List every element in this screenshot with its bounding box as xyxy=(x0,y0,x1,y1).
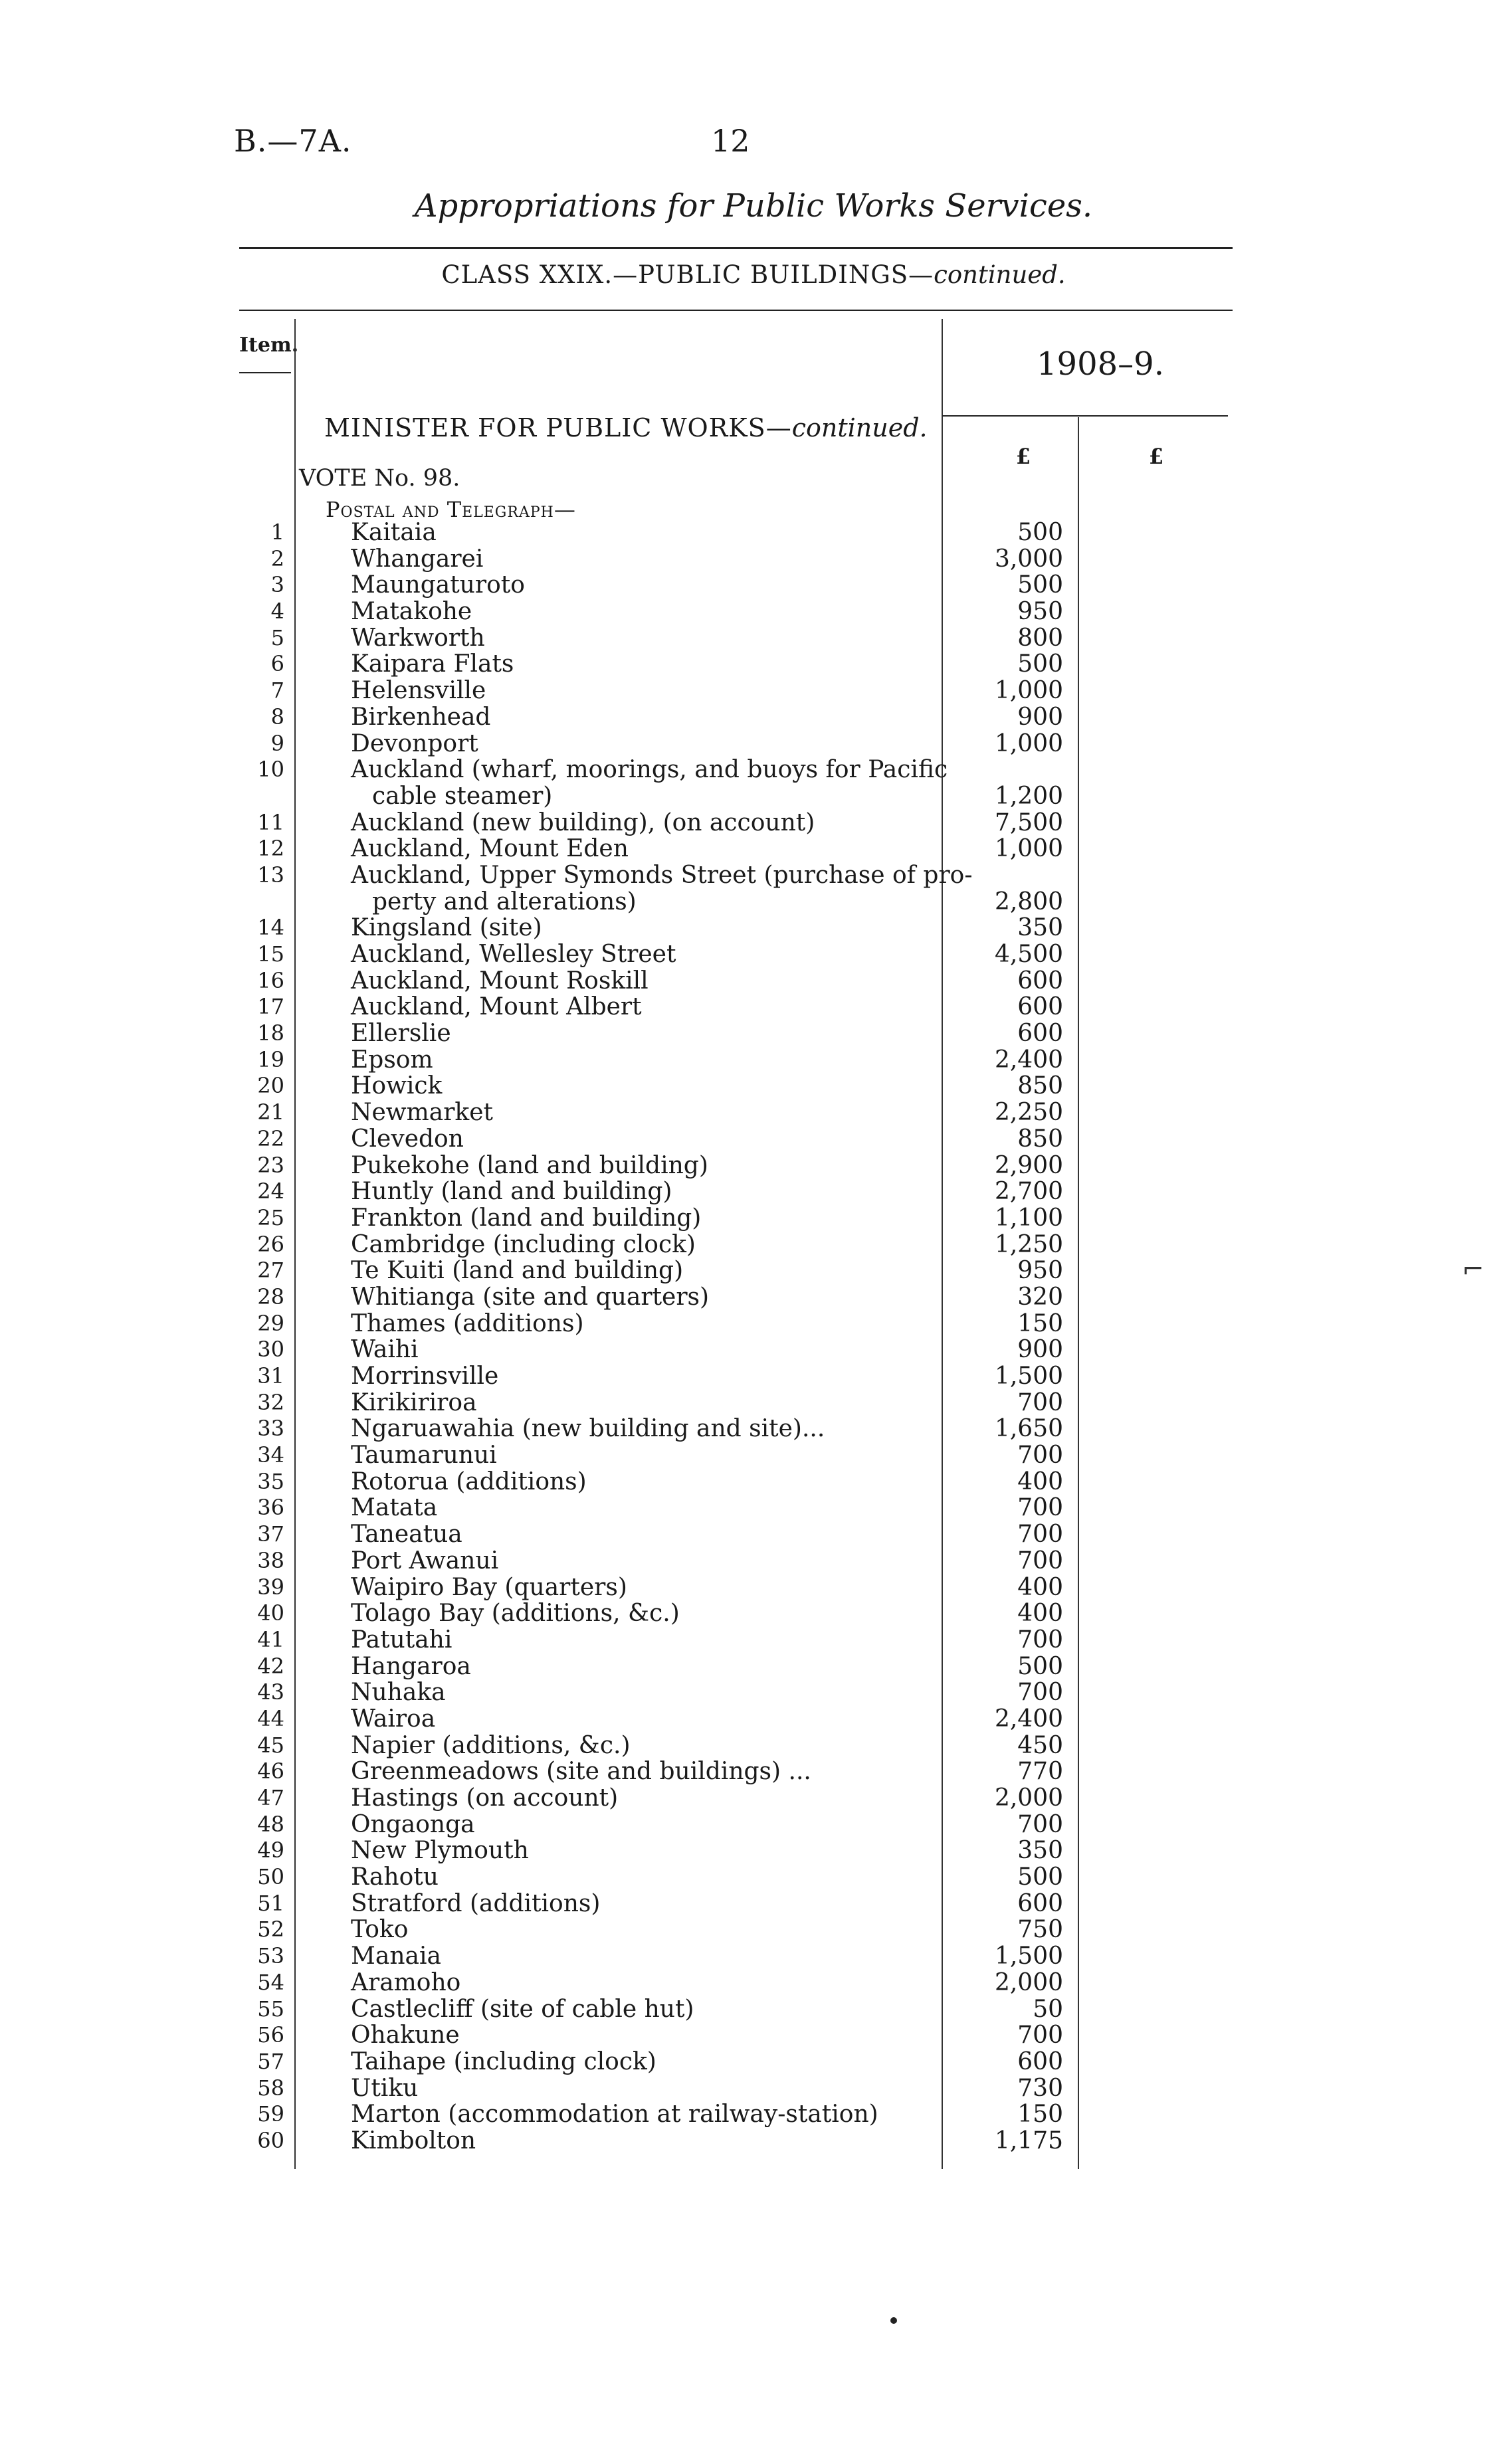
item-amount: 4,500 xyxy=(994,941,1063,969)
table-row xyxy=(0,1337,1507,1363)
table-row xyxy=(0,1047,1507,1074)
table-row xyxy=(0,1838,1507,1864)
section-heading: Postal and Telegraph— xyxy=(326,497,576,522)
table-row xyxy=(0,678,1507,704)
item-label: Manaia xyxy=(351,1943,441,1970)
item-amount: 600 xyxy=(1017,1889,1063,1917)
item-amount: 400 xyxy=(1017,1468,1063,1495)
item-label: Helensville xyxy=(351,677,486,705)
item-amount: 3,000 xyxy=(994,545,1063,573)
item-amount: 1,250 xyxy=(994,1230,1063,1258)
item-number: 2 xyxy=(270,545,284,571)
item-number: 28 xyxy=(257,1283,284,1309)
table-row xyxy=(0,1495,1507,1521)
table-row xyxy=(0,1548,1507,1574)
item-label: Ohakune xyxy=(351,2022,460,2049)
page-number: 12 xyxy=(711,123,750,159)
item-label: Utiku xyxy=(351,2074,419,2102)
item-number: 42 xyxy=(257,1653,284,1679)
item-header-rule xyxy=(239,372,291,373)
table-row xyxy=(0,1812,1507,1838)
table-row xyxy=(0,1864,1507,1891)
item-label: Epsom xyxy=(351,1046,433,1074)
item-number: 58 xyxy=(257,2075,284,2101)
item-amount: 850 xyxy=(1017,1072,1063,1100)
table-row xyxy=(0,1891,1507,1917)
item-label: Auckland (new building), (on account) xyxy=(351,808,815,836)
item-amount: 700 xyxy=(1017,1547,1063,1574)
item-label: Huntly (land and building) xyxy=(351,1178,672,1206)
item-amount: 700 xyxy=(1017,1626,1063,1654)
item-label: Howick xyxy=(351,1072,443,1100)
item-amount: 2,400 xyxy=(994,1705,1063,1733)
minister-heading-main: MINISTER FOR PUBLIC WORKS— xyxy=(324,413,792,442)
item-label: Waihi xyxy=(351,1336,419,1364)
table-row xyxy=(0,1442,1507,1469)
item-amount: 7,500 xyxy=(994,808,1063,836)
table-row xyxy=(0,651,1507,678)
item-number: 29 xyxy=(257,1310,284,1336)
vote-heading: VOTE No. 98. xyxy=(299,465,460,492)
item-number: 21 xyxy=(257,1099,284,1125)
table-row xyxy=(0,599,1507,625)
table-row xyxy=(0,1679,1507,1706)
item-amount: 2,800 xyxy=(994,888,1063,915)
item-amount: 1,000 xyxy=(994,835,1063,863)
year-column-header: 1908–9. xyxy=(1037,345,1164,383)
item-label: Nuhaka xyxy=(351,1679,446,1707)
item-amount: 500 xyxy=(1017,650,1063,678)
item-amount: 150 xyxy=(1017,1309,1063,1337)
item-amount: 450 xyxy=(1017,1731,1063,1759)
item-amount: 400 xyxy=(1017,1573,1063,1601)
item-number: 41 xyxy=(257,1626,284,1652)
table-row xyxy=(0,915,1507,941)
item-number: 52 xyxy=(257,1917,284,1943)
item-label: Whangarei xyxy=(351,545,484,573)
item-number: 53 xyxy=(257,1943,284,1969)
table-row xyxy=(0,2075,1507,2102)
item-label: Pukekohe (land and building) xyxy=(351,1151,708,1179)
table-row xyxy=(0,1284,1507,1311)
item-label: Hangaroa xyxy=(351,1652,471,1680)
table-row xyxy=(0,1574,1507,1601)
table-row xyxy=(0,1733,1507,1759)
header-rule xyxy=(239,247,1233,249)
item-label: Warkworth xyxy=(351,624,485,652)
item-amount: 320 xyxy=(1017,1283,1063,1311)
item-number: 14 xyxy=(257,915,284,941)
item-label: Napier (additions, &c.) xyxy=(351,1731,631,1759)
item-amount: 500 xyxy=(1017,1652,1063,1680)
item-number: 9 xyxy=(270,730,284,756)
item-amount: 750 xyxy=(1017,1916,1063,1944)
item-label: Auckland, Wellesley Street xyxy=(351,941,676,969)
table-row xyxy=(0,1521,1507,1548)
item-label: Marton (accommodation at railway-station) xyxy=(351,2101,878,2129)
item-number: 18 xyxy=(257,1020,284,1046)
table-row xyxy=(0,1785,1507,1812)
item-amount: 700 xyxy=(1017,1388,1063,1416)
item-amount: 900 xyxy=(1017,703,1063,731)
table-row xyxy=(0,1469,1507,1495)
table-row xyxy=(0,1073,1507,1099)
class-heading-main: CLASS XXIX.—PUBLIC BUILDINGS— xyxy=(441,260,934,289)
item-amount: 600 xyxy=(1017,1020,1063,1048)
item-number: 17 xyxy=(257,994,284,1020)
item-amount: 2,250 xyxy=(994,1099,1063,1127)
item-label-continued: cable steamer) xyxy=(372,782,553,810)
year-header-rule xyxy=(942,415,1228,417)
item-label: Auckland, Upper Symonds Street (purchase of pro- xyxy=(351,861,973,889)
item-amount: 400 xyxy=(1017,1600,1063,1628)
class-heading-continued: continued. xyxy=(934,260,1066,289)
table-row xyxy=(0,1600,1507,1627)
table-row xyxy=(0,941,1507,968)
item-number: 13 xyxy=(257,862,284,888)
item-label: Auckland, Mount Albert xyxy=(351,993,642,1021)
item-label: Matata xyxy=(351,1494,438,1522)
item-number: 1 xyxy=(270,520,284,545)
item-label: Taihape (including clock) xyxy=(351,2047,656,2075)
item-amount: 350 xyxy=(1017,914,1063,942)
item-amount: 600 xyxy=(1017,2047,1063,2075)
item-number: 12 xyxy=(257,836,284,862)
pound-symbol-col2: £ xyxy=(1148,444,1164,469)
item-amount: 150 xyxy=(1017,2101,1063,2129)
item-amount: 700 xyxy=(1017,1810,1063,1838)
item-label: Tolago Bay (additions, &c.) xyxy=(351,1600,680,1628)
item-label: Greenmeadows (site and buildings) ... xyxy=(351,1758,811,1786)
minister-heading-continued: continued. xyxy=(791,413,928,442)
table-row xyxy=(0,731,1507,757)
table-row xyxy=(0,546,1507,573)
item-amount: 700 xyxy=(1017,2022,1063,2049)
item-label: Thames (additions) xyxy=(351,1309,584,1337)
item-label: Patutahi xyxy=(351,1626,452,1654)
table-row xyxy=(0,572,1507,599)
item-amount: 1,000 xyxy=(994,729,1063,757)
table-row xyxy=(0,836,1507,862)
item-label: Morrinsville xyxy=(351,1363,499,1390)
table-row xyxy=(0,1416,1507,1442)
item-label: Kirikiriroa xyxy=(351,1388,477,1416)
item-number: 51 xyxy=(257,1890,284,1916)
item-amount: 2,900 xyxy=(994,1151,1063,1179)
table-row xyxy=(0,1258,1507,1284)
item-amount: 1,650 xyxy=(994,1415,1063,1443)
item-label: Kaitaia xyxy=(351,519,437,546)
table-row xyxy=(0,520,1507,546)
table-row xyxy=(0,994,1507,1020)
table-row xyxy=(0,625,1507,652)
class-heading xyxy=(0,260,1507,289)
table-row xyxy=(0,810,1507,836)
item-number: 60 xyxy=(257,2127,284,2153)
table-row xyxy=(0,2101,1507,2128)
item-number: 4 xyxy=(270,599,284,624)
item-number: 26 xyxy=(257,1231,284,1257)
item-number: 48 xyxy=(257,1811,284,1837)
item-label: Auckland, Mount Eden xyxy=(351,835,629,863)
item-number: 38 xyxy=(257,1547,284,1573)
item-amount: 1,000 xyxy=(994,677,1063,705)
report-reference: B.—7A. xyxy=(234,123,352,159)
item-amount: 500 xyxy=(1017,1863,1063,1891)
item-label: Castlecliff (site of cable hut) xyxy=(351,1995,694,2023)
item-number: 8 xyxy=(270,704,284,729)
item-number: 46 xyxy=(257,1758,284,1784)
item-label: Rahotu xyxy=(351,1863,439,1891)
item-number: 19 xyxy=(257,1046,284,1072)
item-number: 47 xyxy=(257,1785,284,1811)
item-label: Whitianga (site and quarters) xyxy=(351,1283,710,1311)
table-row xyxy=(0,1706,1507,1733)
item-number: 5 xyxy=(270,624,284,650)
table-row xyxy=(0,2128,1507,2154)
item-amount: 950 xyxy=(1017,1257,1063,1285)
item-label: Toko xyxy=(351,1916,409,1944)
item-label: Frankton (land and building) xyxy=(351,1204,702,1232)
item-number: 16 xyxy=(257,967,284,993)
item-amount: 700 xyxy=(1017,1494,1063,1522)
table-row xyxy=(0,1205,1507,1232)
table-row xyxy=(0,2049,1507,2075)
item-number: 32 xyxy=(257,1389,284,1415)
item-number: 43 xyxy=(257,1679,284,1705)
item-number: 35 xyxy=(257,1468,284,1494)
item-number: 39 xyxy=(257,1574,284,1600)
item-number: 33 xyxy=(257,1416,284,1442)
table-row xyxy=(0,1099,1507,1126)
item-number: 34 xyxy=(257,1442,284,1468)
minister-heading xyxy=(324,413,928,442)
item-amount: 500 xyxy=(1017,571,1063,599)
item-amount: 2,000 xyxy=(994,1784,1063,1812)
item-column-header: Item. xyxy=(239,333,299,357)
item-number: 59 xyxy=(257,2101,284,2127)
item-label: Cambridge (including clock) xyxy=(351,1230,696,1258)
item-label: Ngaruawahia (new building and site)... xyxy=(351,1415,825,1443)
item-number: 31 xyxy=(257,1363,284,1389)
item-amount: 50 xyxy=(1033,1995,1063,2023)
item-number: 27 xyxy=(257,1258,284,1283)
item-label: Te Kuiti (land and building) xyxy=(351,1257,684,1285)
margin-mark: ⌐ xyxy=(1462,1254,1484,1285)
table-row xyxy=(0,1970,1507,1996)
print-mark-dot xyxy=(890,2317,897,2324)
item-amount: 1,500 xyxy=(994,1943,1063,1970)
table-row xyxy=(0,1627,1507,1654)
item-amount: 700 xyxy=(1017,1442,1063,1469)
item-amount: 600 xyxy=(1017,993,1063,1021)
item-amount: 500 xyxy=(1017,519,1063,546)
item-label: Auckland, Mount Roskill xyxy=(351,967,649,995)
item-label: Devonport xyxy=(351,729,478,757)
item-label: Stratford (additions) xyxy=(351,1889,601,1917)
item-number: 54 xyxy=(257,1969,284,1995)
item-number: 20 xyxy=(257,1073,284,1099)
item-amount: 1,500 xyxy=(994,1363,1063,1390)
table-row xyxy=(0,968,1507,995)
table-top-rule xyxy=(239,310,1233,311)
item-amount: 850 xyxy=(1017,1125,1063,1153)
item-number: 37 xyxy=(257,1521,284,1547)
item-list xyxy=(0,520,1507,2154)
item-amount: 770 xyxy=(1017,1758,1063,1786)
item-label: Taumarunui xyxy=(351,1442,497,1469)
item-label: Clevedon xyxy=(351,1125,464,1153)
item-label: Kingsland (site) xyxy=(351,914,542,942)
item-label: Port Awanui xyxy=(351,1547,499,1574)
item-label: Auckland (wharf, moorings, and buoys for Pacific xyxy=(351,756,948,784)
item-label-continued: perty and alterations) xyxy=(372,888,637,915)
item-label: Ellerslie xyxy=(351,1020,451,1048)
item-number: 57 xyxy=(257,2048,284,2074)
item-number: 7 xyxy=(270,678,284,704)
table-row xyxy=(0,1232,1507,1258)
item-number: 22 xyxy=(257,1125,284,1151)
item-amount: 1,175 xyxy=(994,2127,1063,2154)
table-row xyxy=(0,1126,1507,1153)
table-row xyxy=(0,1363,1507,1390)
item-amount: 800 xyxy=(1017,624,1063,652)
table-row xyxy=(0,1654,1507,1680)
item-label: Waipiro Bay (quarters) xyxy=(351,1573,627,1601)
item-label: Taneatua xyxy=(351,1521,462,1549)
item-amount: 730 xyxy=(1017,2074,1063,2102)
item-number: 10 xyxy=(257,757,284,783)
item-amount: 350 xyxy=(1017,1837,1063,1865)
item-number: 15 xyxy=(257,941,284,967)
item-amount: 700 xyxy=(1017,1521,1063,1549)
item-amount: 900 xyxy=(1017,1336,1063,1364)
item-amount: 2,700 xyxy=(994,1178,1063,1206)
table-row xyxy=(0,1153,1507,1179)
item-amount: 1,200 xyxy=(994,782,1063,810)
item-amount: 2,400 xyxy=(994,1046,1063,1074)
page-title: Appropriations for Public Works Services. xyxy=(414,187,1093,225)
item-label: Aramoho xyxy=(351,1968,461,1996)
item-label: Hastings (on account) xyxy=(351,1784,619,1812)
item-label: Birkenhead xyxy=(351,703,491,731)
item-label: Newmarket xyxy=(351,1099,494,1127)
item-number: 11 xyxy=(257,809,284,835)
item-number: 55 xyxy=(257,1996,284,2022)
item-number: 3 xyxy=(270,572,284,598)
table-row xyxy=(0,1943,1507,1970)
item-label: Wairoa xyxy=(351,1705,436,1733)
item-number: 6 xyxy=(270,651,284,677)
table-row xyxy=(0,1179,1507,1205)
item-number: 24 xyxy=(257,1179,284,1204)
item-number: 45 xyxy=(257,1732,284,1758)
item-number: 30 xyxy=(257,1337,284,1363)
item-number: 50 xyxy=(257,1864,284,1890)
table-row xyxy=(0,862,1507,915)
item-number: 56 xyxy=(257,2022,284,2048)
table-row xyxy=(0,757,1507,809)
item-label: Kaipara Flats xyxy=(351,650,514,678)
item-label: Kimbolton xyxy=(351,2127,476,2154)
pound-symbol-col1: £ xyxy=(1015,444,1031,469)
item-label: New Plymouth xyxy=(351,1837,529,1865)
item-label: Rotorua (additions) xyxy=(351,1468,587,1495)
table-row xyxy=(0,1390,1507,1416)
item-number: 36 xyxy=(257,1495,284,1521)
item-label: Maungaturoto xyxy=(351,571,525,599)
table-row xyxy=(0,1996,1507,2023)
item-amount: 950 xyxy=(1017,598,1063,626)
table-row xyxy=(0,2022,1507,2049)
item-amount: 600 xyxy=(1017,967,1063,995)
table-row xyxy=(0,1758,1507,1785)
table-row xyxy=(0,1020,1507,1047)
table-row xyxy=(0,1311,1507,1337)
item-label: Matakohe xyxy=(351,598,472,626)
item-amount: 2,000 xyxy=(994,1968,1063,1996)
table-row xyxy=(0,1917,1507,1943)
table-row xyxy=(0,704,1507,731)
item-number: 49 xyxy=(257,1838,284,1863)
item-label: Ongaonga xyxy=(351,1810,475,1838)
item-number: 23 xyxy=(257,1152,284,1178)
item-number: 40 xyxy=(257,1600,284,1626)
item-amount: 700 xyxy=(1017,1679,1063,1707)
item-number: 44 xyxy=(257,1705,284,1731)
item-number: 25 xyxy=(257,1204,284,1230)
item-amount: 1,100 xyxy=(994,1204,1063,1232)
